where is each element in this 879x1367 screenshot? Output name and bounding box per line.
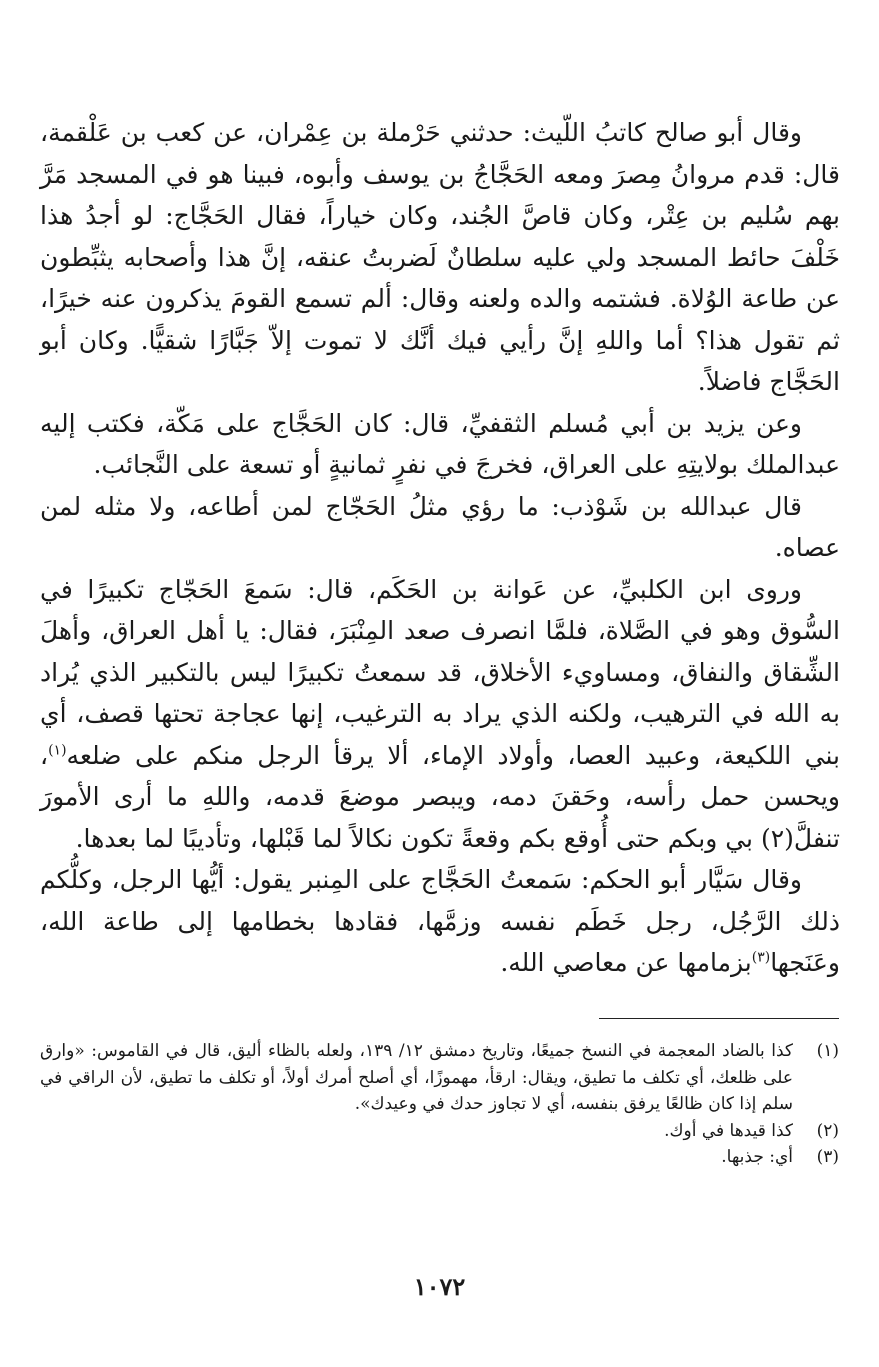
footnote-2 <box>40 1118 839 1145</box>
footnote-reference-3[interactable]: (٣) <box>751 949 771 966</box>
page-number: ١٠٧٢ <box>413 1272 466 1301</box>
footnote-reference-1[interactable]: (١) <box>48 742 67 759</box>
footnote-3 <box>40 1144 839 1171</box>
paragraph-text-continued: ، ويحسن حمل رأسه، وحَقنَ دمه، ويبصر موضعَ قدمه، واللهِ ما أرى الأمورَ تنفلَّ(٢) بي وبكم حتى أُوقع بكم وقعةً تكون نكالاً لما قَبْلها، وتأديبًا لما بعدها. <box>40 740 840 853</box>
paragraph-ibn-kalbi <box>40 569 840 860</box>
paragraph-text: وروى ابن الكلبيِّ، عن عَوانة بن الحَكَم، قال: سَمعَ الحَجّاج تكبيرًا في السُّوق وهو في الصَّلاة، فلمَّا انصرف صعد المِنْبَرَ، فقال: يا أهل العراق، وأهلَ الشِّقاق والنفاق، ومساويء الأخلاق، قد سمعتُ تكبيرًا ليس بالتكبير الذي يُراد به الله في الترهيب، ولكنه الذي يراد به الترغيب، إنها عجاجة تحتها قصف، أي بني اللكيعة، وعبيد العصا، وأولاد الإماء، ألا يرقأ الرجل منكم على ضلعه <box>40 574 840 770</box>
paragraph-sayyar <box>40 859 840 984</box>
footnote-separator <box>599 1018 839 1019</box>
footnote-number: (٢) <box>816 1120 839 1141</box>
footnotes-list <box>40 1038 839 1171</box>
page-body <box>40 112 840 984</box>
paragraph-ibn-shawdhab <box>40 486 840 569</box>
footnote-text: كذا بالضاد المعجمة في النسخ جميعًا، وتاريخ دمشق ١٢/ ١٣٩، ولعله بالظاء أليق، قال في القاموس: «وارق على ظلعك، أي تكلف ما تطيق، ويقال: ارقأ، مهموزًا، أي أصلح أمرك أولاً، أو تكلف ما تطيق، لأن الراقي في سلم إذا كان ظالعًا يرفق بنفسه، أي لا تجاوز حدك في وعيدك». <box>40 1041 793 1114</box>
paragraph-yazid <box>40 403 840 486</box>
footnote-1 <box>40 1038 839 1118</box>
paragraph-text: وقال أبو صالح كاتبُ اللّيث: حدثني حَرْملة بن عِمْران، عن كعب بن عَلْقمة، قال: قدم مروانُ مِصرَ ومعه الحَجَّاجُ بن يوسف وأبوه، فبينا هو في المسجد مَرَّ بهم سُليم بن عِتْر، وكان قاصَّ الجُند، وكان خياراً، فقال الحَجَّاج: لو أجدُ هذا خَلْفَ حائط المسجد ولي عليه سلطانٌ لَضربتُ عنقه، إنَّ هذا وأصحابه يثبِّطون عن طاعة الوُلاة. فشتمه والده ولعنه وقال: ألم تسمع القومَ يذكرون عنه خيرًا، ثم تقول هذا؟ أما واللهِ إنَّ رأيي فيك أنَّك لا تموت إلاّ جَبَّارًا شقيًّا. وكان أبو الحَجَّاج فاضلاً. <box>40 118 840 396</box>
paragraph-text: وقال سَيَّار أبو الحكم: سَمعتُ الحَجَّاج على المِنبر يقول: أيُّها الرجل، وكلُّكم ذلك الرَّجُل، رجل خَطَم نفسه وزمَّها، فقادها بخطامها إلى طاعة الله، وعَنَجها <box>40 865 840 977</box>
paragraph-text-continued: بزمامها عن معاصي الله. <box>500 948 752 977</box>
paragraph-text: قال عبدالله بن شَوْذب: ما رؤي مثلُ الحَجّاج لمن أطاعه، ولا مثله لمن عصاه. <box>40 491 840 562</box>
footnote-number: (٣) <box>816 1147 839 1167</box>
footnote-text: كذا قيدها في أوك. <box>664 1120 793 1141</box>
footnote-text: أي: جذبها. <box>721 1147 793 1167</box>
footnote-number: (١) <box>816 1041 839 1061</box>
paragraph-text: وعن يزيد بن أبي مُسلم الثقفيِّ، قال: كان الحَجَّاج على مَكّة، فكتب إليه عبدالملك بولايتِهِ على العراق، فخرجَ في نفرٍ ثمانيةٍ أو تسعة على النَّجائب. <box>40 408 840 479</box>
paragraph-abu-salih <box>40 112 840 403</box>
